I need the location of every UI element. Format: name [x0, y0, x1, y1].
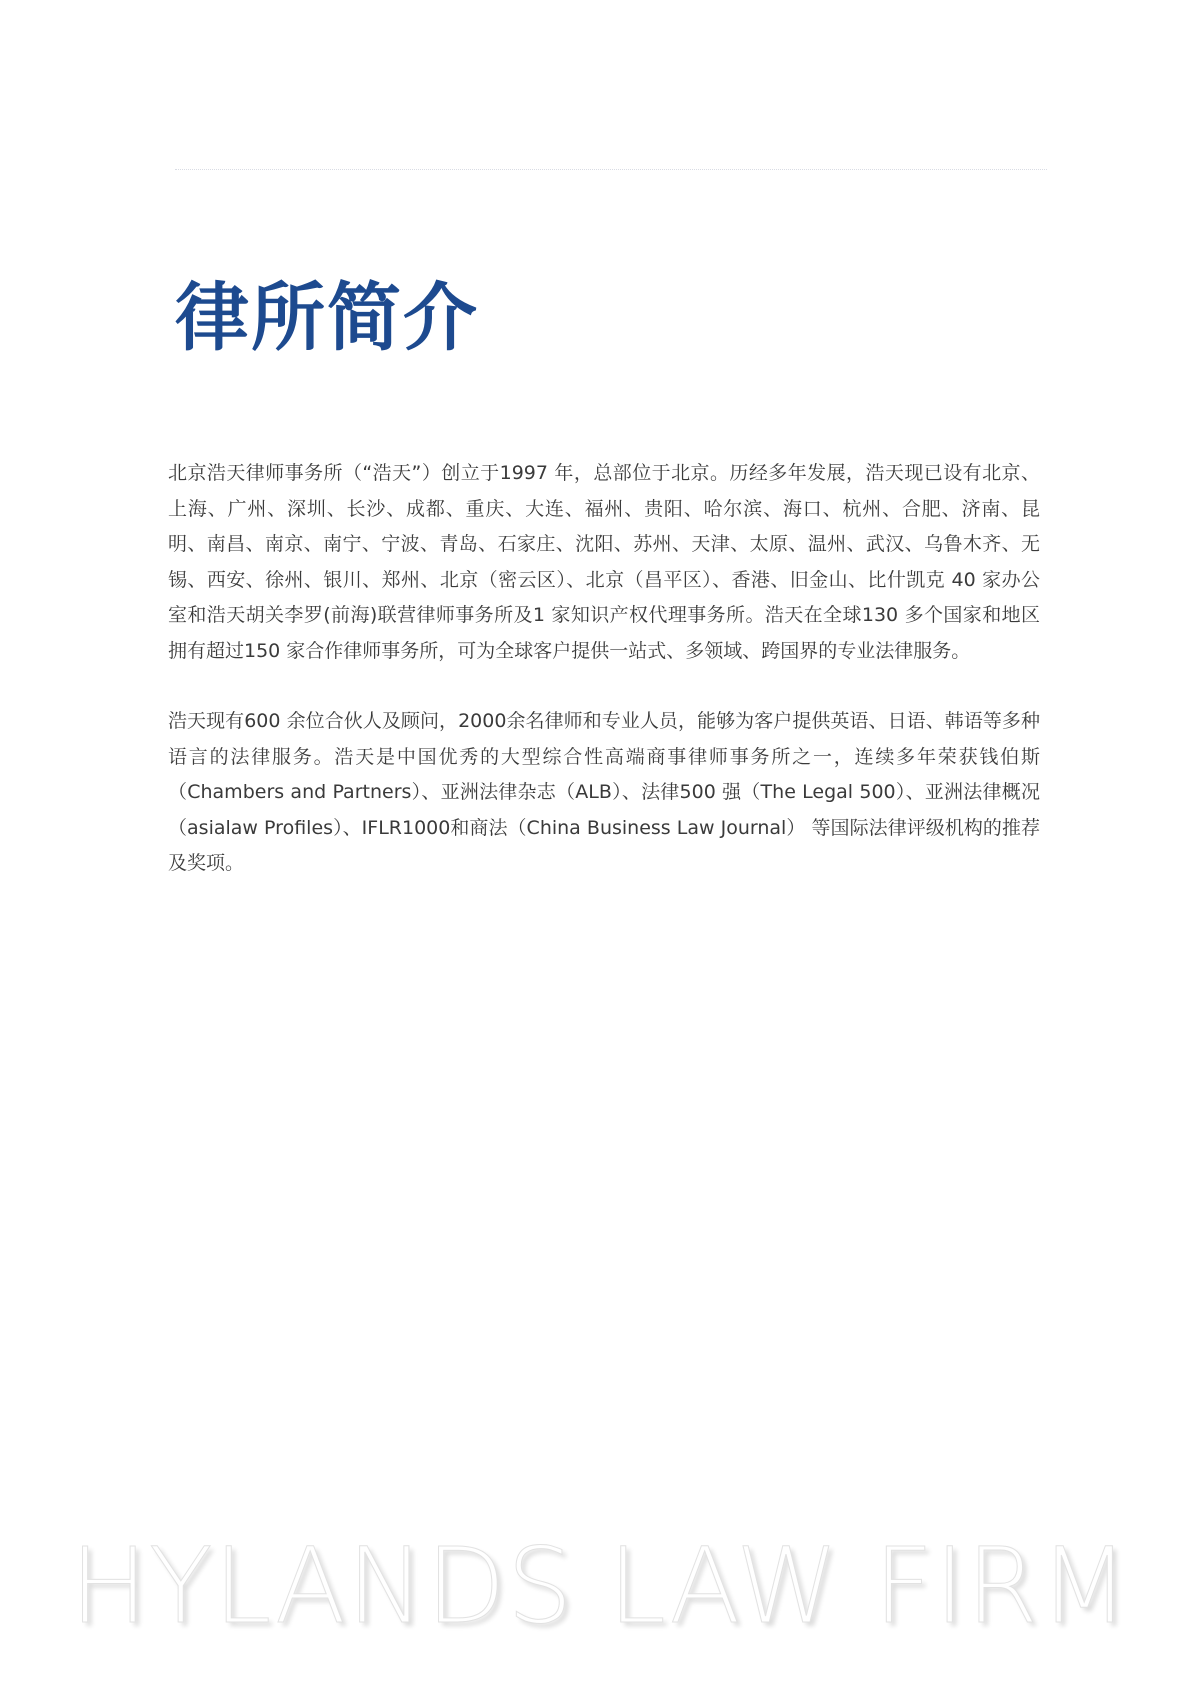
page-title: 律所简介 [175, 275, 479, 361]
intro-paragraph-2: 浩天现有600 余位合伙人及顾问，2000余名律师和专业人员，能够为客户提供英语、日语、韩语等多种语言的法律服务。浩天是中国优秀的大型综合性高端商事律师事务所之一，连续多年荣获钱伯斯（Chambers and Partners）、亚洲法律杂志（ALB）、法律500 强（The Legal 500）、亚洲法律概况（asialaw Profiles）、IFLR1000和商法（China Business Law Journal） 等国际法律评级机构的推荐及奖项。 [168, 710, 1040, 874]
firm-name-watermark: HYLANDS LAW FIRM [69, 1525, 1131, 1647]
intro-paragraph-1: 北京浩天律师事务所（“浩天”）创立于1997 年，总部位于北京。历经多年发展，浩天现已设有北京、上海、广州、深圳、长沙、成都、重庆、大连、福州、贵阳、哈尔滨、海口、杭州、合肥、济南、昆明、南昌、南京、南宁、宁波、青岛、石家庄、沈阳、苏州、天津、太原、温州、武汉、乌鲁木齐、无锡、西安、徐州、银川、郑州、北京（密云区）、北京（昌平区）、香港、旧金山、比什凯克 40 家办公室和浩天胡关李罗(前海)联营律师事务所及1 家知识产权代理事务所。浩天在全球130 多个国家和地区拥有超过150 家合作律师事务所，可为全球客户提供一站式、多领域、跨国界的专业法律服务。 [168, 462, 1040, 662]
body-text [168, 456, 1040, 917]
top-divider [175, 169, 1047, 170]
